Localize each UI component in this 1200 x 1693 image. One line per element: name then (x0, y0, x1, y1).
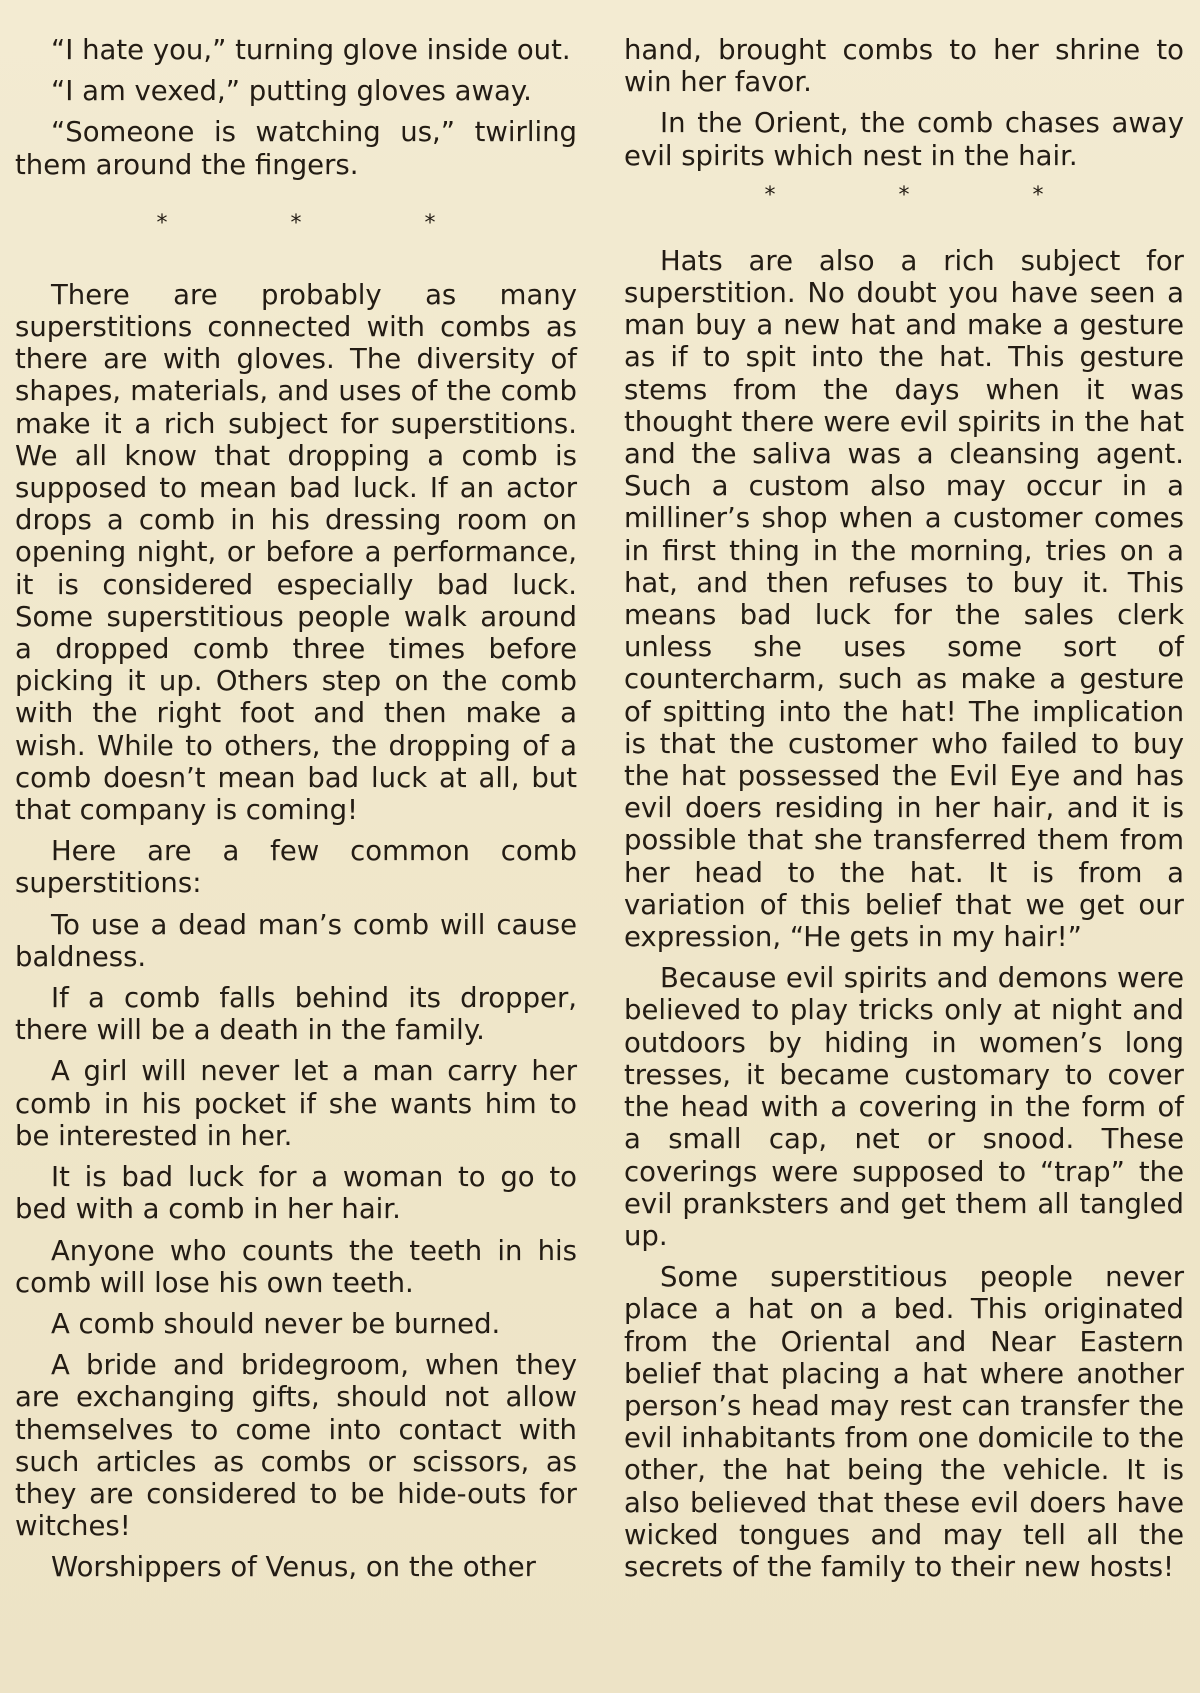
comb-superstition: A bride and bridegroom, when they are exchanging gifts, should not allow themselves to come into contact with such articles as combs or scissors, as they are considered to be hide-outs for witches! (15, 1349, 577, 1543)
comb-superstition: A girl will never let a man carry her comb in his pocket if she wants him to be interested in her. (15, 1055, 577, 1152)
right-column (624, 34, 1184, 1592)
evil-spirits-paragraph: Because evil spirits and demons were believed to play tricks only at night and outdoors by hiding in women’s long tresses, it became customary to cover the head with a covering in the form of a small cap, net or snood. These coverings were supposed to “trap” the evil pranksters and get them all tangled up. (624, 962, 1184, 1252)
comb-list-intro: Here are a few common comb superstitions: (15, 835, 577, 900)
section-separator: * * * (764, 182, 1102, 208)
left-column (15, 34, 577, 1593)
glove-meaning: “Someone is watching us,” twirling them around the fingers. (15, 116, 577, 181)
comb-superstition: If a comb falls behind its dropper, there will be a death in the family. (15, 982, 577, 1047)
hats-paragraph: Hats are also a rich subject for superstition. No doubt you have seen a man buy a new hat and make a gesture as if to spit into the hat. This gesture stems from the days when it was thought there were evil spirits in the hat and the saliva was a cleansing agent. Such a custom also may occur in a milliner’s shop when a customer comes in first thing in the morning, tries on a hat, and then refuses to buy it. This means bad luck for the sales clerk unless she uses some sort of countercharm, such as make a gesture of spitting into the hat! The implication is that the customer who failed to buy the hat possessed the Evil Eye and has evil doers residing in her hair, and it is possible that she transferred them from her head to the hat. It is from a variation of this belief that we get our expression, “He gets in my hair!” (624, 244, 1184, 954)
section-separator: * * * (156, 210, 494, 236)
hat-on-bed-paragraph: Some superstitious people never place a hat on a bed. This originated from the Oriental and Near Eastern belief that placing a hat where another person’s head may rest can transfer the evil inhabitants from one domicile to the other, the hat being the vehicle. It is also believed that these evil doers have wicked tongues and may tell all the secrets of the family to their new hosts! (624, 1261, 1184, 1583)
comb-superstition: Worshippers of Venus, on the other (51, 1551, 536, 1584)
comb-superstition: Anyone who counts the teeth in his comb will lose his own teeth. (15, 1234, 577, 1299)
orient-paragraph: In the Orient, the comb chases away evil spirits which nest in the hair. (624, 107, 1184, 172)
comb-intro-paragraph: There are probably as many superstitions connected with combs as there are with gloves. The diversity of shapes, materials, and uses of the comb make it a rich subject for superstitions. We all know that dropping a comb is supposed to mean bad luck. If an actor drops a comb in his dressing room on opening night, or before a performance, it is considered especially bad luck. Some superstitious people walk around a dropped comb three times before picking it up. Others step on the comb with the right foot and then make a wish. While to others, the dropping of a comb doesn’t mean bad luck at all, but that company is coming! (15, 278, 577, 827)
comb-superstition: A comb should never be burned. (51, 1307, 501, 1340)
glove-meaning: “I am vexed,” putting gloves away. (51, 75, 532, 108)
comb-superstition: To use a dead man’s comb will cause baldness. (15, 908, 577, 973)
glove-meaning: “I hate you,” turning glove inside out. (51, 34, 571, 66)
venus-continuation: hand, brought combs to her shrine to win her favor. (624, 34, 1184, 99)
comb-superstition: It is bad luck for a woman to go to bed with a comb in her hair. (15, 1161, 577, 1226)
